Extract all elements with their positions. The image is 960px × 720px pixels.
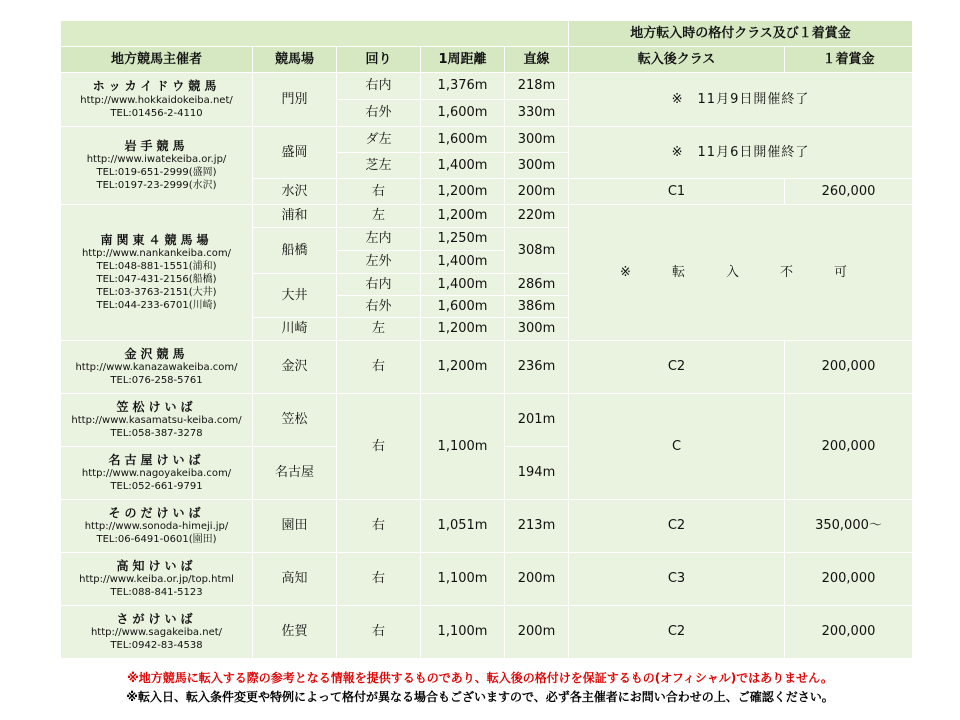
prize-value: 260,000 (785, 179, 913, 205)
organizer-name: そのだけいば (108, 505, 205, 520)
straight: 218m (505, 73, 569, 100)
track-name: 盛岡 (253, 127, 337, 179)
organizer-url[interactable]: http://www.nagoyakeiba.com/ (81, 468, 232, 480)
distance: 1,100m (421, 553, 505, 606)
table-row (61, 205, 913, 228)
prize-value: 200,000 (785, 341, 913, 394)
col-header-organizer: 地方競馬主催者 (61, 47, 253, 73)
class-value: C2 (569, 500, 785, 553)
prize-value: 350,000〜 (785, 500, 913, 553)
distance: 1,400m (421, 153, 505, 179)
organizer-tel: TEL:03-3763-2151(大井) (96, 287, 217, 299)
table-row (61, 127, 913, 153)
straight: 201m (505, 394, 569, 447)
col-header-prize: １着賞金 (785, 47, 913, 73)
organizer-tel: TEL:048-881-1551(浦和) (96, 261, 217, 273)
organizer-sonoda (61, 500, 253, 553)
class-value: C2 (569, 606, 785, 659)
organizer-name: 南関東４競馬場 (100, 232, 213, 247)
track-name: 大井 (253, 274, 337, 318)
track-name: 佐賀 (253, 606, 337, 659)
track-name: 名古屋 (253, 447, 337, 500)
straight: 220m (505, 205, 569, 228)
distance: 1,200m (421, 179, 505, 205)
direction: 右外 (337, 100, 421, 127)
organizer-name: さがけいば (116, 611, 197, 626)
organizer-tel: TEL:019-651-2999(盛岡) (96, 167, 217, 179)
prize-value: 200,000 (785, 606, 913, 659)
organizer-tel: TEL:06-6491-0601(園田) (96, 534, 217, 546)
straight: 386m (505, 296, 569, 318)
distance: 1,200m (421, 205, 505, 228)
straight: 200m (505, 553, 569, 606)
distance: 1,600m (421, 296, 505, 318)
organizer-tel: TEL:047-431-2156(船橋) (96, 274, 217, 286)
straight: 236m (505, 341, 569, 394)
track-name: 船橋 (253, 228, 337, 274)
straight: 200m (505, 606, 569, 659)
organizer-url[interactable]: http://www.keiba.or.jp/top.html (79, 574, 234, 586)
organizer-kochi (61, 553, 253, 606)
class-value: C2 (569, 341, 785, 394)
distance: 1,250m (421, 228, 505, 251)
organizer-url[interactable]: http://www.kasamatsu-keiba.com/ (71, 415, 242, 427)
organizer-tel: TEL:044-233-6701(川崎) (96, 300, 217, 312)
straight: 200m (505, 179, 569, 205)
organizer-url[interactable]: http://www.kanazawakeiba.com/ (75, 362, 238, 374)
direction: 左内 (337, 228, 421, 251)
table-row (61, 606, 913, 659)
track-name: 浦和 (253, 205, 337, 228)
organizer-name: 笠松けいば (116, 399, 197, 414)
organizer-tel: TEL:058-387-3278 (110, 428, 203, 440)
direction: 右 (337, 394, 421, 500)
col-header-class: 転入後クラス (569, 47, 785, 73)
transfer-table-container (60, 20, 913, 659)
distance: 1,200m (421, 318, 505, 341)
class-value: C (569, 394, 785, 500)
direction: 右内 (337, 274, 421, 296)
direction: 左 (337, 318, 421, 341)
straight: 286m (505, 274, 569, 296)
status-note: ※ 転 入 不 可 (569, 205, 913, 341)
organizer-url[interactable]: http://www.sagakeiba.net/ (90, 627, 223, 639)
organizer-iwate (61, 127, 253, 205)
header-blank-cell (61, 21, 569, 47)
organizer-name: 高知けいば (116, 558, 197, 573)
distance: 1,400m (421, 251, 505, 274)
organizer-tel: TEL:0942-83-4538 (110, 640, 203, 652)
table-row (61, 500, 913, 553)
table-row (61, 341, 913, 394)
direction: 右 (337, 179, 421, 205)
col-header-track: 競馬場 (253, 47, 337, 73)
track-name: 金沢 (253, 341, 337, 394)
organizer-tel: TEL:052-661-9791 (110, 481, 203, 493)
straight: 300m (505, 153, 569, 179)
distance: 1,376m (421, 73, 505, 100)
direction: 右 (337, 500, 421, 553)
direction: 右 (337, 341, 421, 394)
organizer-tel: TEL:01456-2-4110 (110, 107, 203, 119)
organizer-saga (61, 606, 253, 659)
col-header-distance: 1周距離 (421, 47, 505, 73)
organizer-url[interactable]: http://www.hokkaidokeiba.net/ (80, 94, 233, 106)
organizer-url[interactable]: http://www.sonoda-himeji.jp/ (84, 521, 229, 533)
direction: 左外 (337, 251, 421, 274)
prize-value: 200,000 (785, 394, 913, 500)
direction: 右 (337, 606, 421, 659)
organizer-tel: TEL:076-258-5761 (110, 375, 203, 387)
status-note: ※ 11月9日開催終了 (569, 73, 913, 127)
organizer-name: ホッカイドウ競馬 (92, 79, 221, 94)
organizer-name: 岩手競馬 (124, 138, 189, 153)
distance: 1,200m (421, 341, 505, 394)
direction: 右外 (337, 296, 421, 318)
track-name: 高知 (253, 553, 337, 606)
col-header-straight: 直線 (505, 47, 569, 73)
straight: 300m (505, 127, 569, 153)
distance: 1,600m (421, 100, 505, 127)
track-name: 水沢 (253, 179, 337, 205)
straight: 194m (505, 447, 569, 500)
track-name: 笠松 (253, 394, 337, 447)
straight: 213m (505, 500, 569, 553)
table-row (61, 394, 913, 447)
disclaimer-line-1: ※地方競馬に転入する際の参考となる情報を提供するものであり、転入後の格付けを保証するもの(オフィシャル)ではありません。 (127, 671, 833, 685)
distance: 1,051m (421, 500, 505, 553)
direction: 芝左 (337, 153, 421, 179)
transfer-class-table (60, 20, 913, 659)
prize-value: 200,000 (785, 553, 913, 606)
header-group-title: 地方転入時の格付クラス及び１着賞金 (569, 21, 913, 47)
organizer-hokkaido (61, 73, 253, 127)
organizer-tel: TEL:0197-23-2999(水沢) (96, 180, 217, 192)
straight: 300m (505, 318, 569, 341)
organizer-name: 名古屋けいば (108, 452, 205, 467)
disclaimer-line-2: ※転入日、転入条件変更や特例によって格付が異なる場合もございますので、必ず各主催者にお問い合わせの上、ご確認ください。 (126, 690, 834, 704)
straight: 330m (505, 100, 569, 127)
table-row (61, 553, 913, 606)
organizer-tel: TEL:088-841-5123 (110, 587, 203, 599)
organizer-url[interactable]: http://www.iwatekeiba.or.jp/ (86, 154, 227, 166)
distance: 1,100m (421, 606, 505, 659)
straight: 308m (505, 228, 569, 274)
class-value: C1 (569, 179, 785, 205)
distance: 1,600m (421, 127, 505, 153)
direction: 右内 (337, 73, 421, 100)
track-name: 川崎 (253, 318, 337, 341)
direction: 左 (337, 205, 421, 228)
track-name: 園田 (253, 500, 337, 553)
direction: ダ左 (337, 127, 421, 153)
table-row (61, 73, 913, 100)
distance: 1,400m (421, 274, 505, 296)
status-note: ※ 11月6日開催終了 (569, 127, 913, 179)
organizer-name: 金沢競馬 (124, 346, 189, 361)
distance: 1,100m (421, 394, 505, 500)
organizer-nagoya (61, 447, 253, 500)
organizer-kasamatsu (61, 394, 253, 447)
class-value: C3 (569, 553, 785, 606)
col-header-direction: 回り (337, 47, 421, 73)
direction: 右 (337, 553, 421, 606)
track-name: 門別 (253, 73, 337, 127)
organizer-minami-kanto (61, 205, 253, 341)
organizer-kanazawa (61, 341, 253, 394)
organizer-url[interactable]: http://www.nankankeiba.com/ (81, 248, 232, 260)
